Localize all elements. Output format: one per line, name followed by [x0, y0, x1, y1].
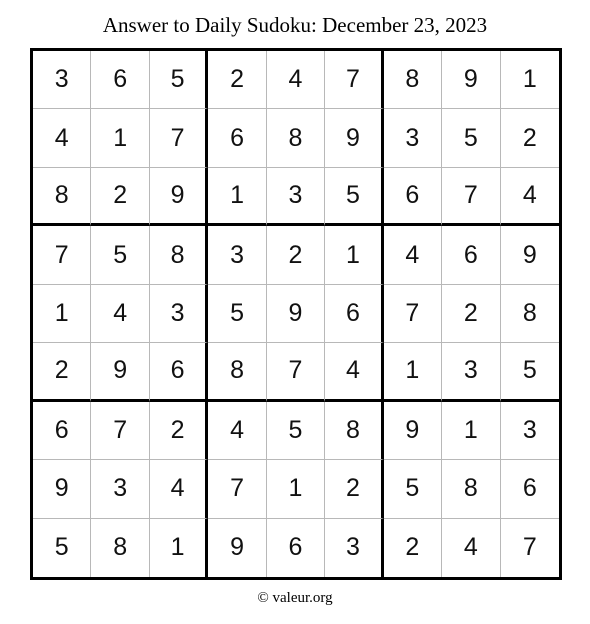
sudoku-cell-r2-c4: 6 — [208, 109, 266, 167]
sudoku-cell-r3-c7: 6 — [384, 168, 442, 226]
sudoku-cell-r2-c5: 8 — [267, 109, 325, 167]
sudoku-cell-r8-c3: 4 — [150, 460, 208, 518]
sudoku-cell-r5-c1: 1 — [33, 285, 91, 343]
sudoku-cell-r9-c7: 2 — [384, 519, 442, 577]
sudoku-cell-r9-c4: 9 — [208, 519, 266, 577]
sudoku-cell-r5-c4: 5 — [208, 285, 266, 343]
sudoku-cell-r4-c4: 3 — [208, 226, 266, 284]
sudoku-cell-r4-c6: 1 — [325, 226, 383, 284]
sudoku-cell-r9-c5: 6 — [267, 519, 325, 577]
sudoku-cell-r5-c9: 8 — [501, 285, 559, 343]
sudoku-cell-r9-c3: 1 — [150, 519, 208, 577]
sudoku-cell-r6-c4: 8 — [208, 343, 266, 401]
sudoku-cell-r7-c7: 9 — [384, 402, 442, 460]
sudoku-cell-r7-c9: 3 — [501, 402, 559, 460]
sudoku-cell-r2-c6: 9 — [325, 109, 383, 167]
sudoku-cell-r6-c6: 4 — [325, 343, 383, 401]
sudoku-cell-r6-c9: 5 — [501, 343, 559, 401]
sudoku-cell-r2-c1: 4 — [33, 109, 91, 167]
sudoku-cell-r5-c7: 7 — [384, 285, 442, 343]
sudoku-cell-r7-c4: 4 — [208, 402, 266, 460]
sudoku-cell-r8-c7: 5 — [384, 460, 442, 518]
sudoku-cell-r1-c8: 9 — [442, 51, 500, 109]
sudoku-cell-r8-c5: 1 — [267, 460, 325, 518]
sudoku-cell-r2-c2: 1 — [91, 109, 149, 167]
sudoku-cell-r6-c8: 3 — [442, 343, 500, 401]
sudoku-cell-r1-c3: 5 — [150, 51, 208, 109]
sudoku-cell-r7-c5: 5 — [267, 402, 325, 460]
sudoku-cell-r4-c3: 8 — [150, 226, 208, 284]
sudoku-cell-r1-c7: 8 — [384, 51, 442, 109]
sudoku-cell-r1-c2: 6 — [91, 51, 149, 109]
sudoku-cell-r3-c9: 4 — [501, 168, 559, 226]
sudoku-cell-r1-c5: 4 — [267, 51, 325, 109]
sudoku-cell-r8-c1: 9 — [33, 460, 91, 518]
sudoku-cell-r3-c4: 1 — [208, 168, 266, 226]
sudoku-cell-r5-c8: 2 — [442, 285, 500, 343]
sudoku-cell-r5-c3: 3 — [150, 285, 208, 343]
sudoku-cell-r4-c7: 4 — [384, 226, 442, 284]
sudoku-cell-r4-c1: 7 — [33, 226, 91, 284]
sudoku-cell-r5-c2: 4 — [91, 285, 149, 343]
sudoku-cell-r2-c7: 3 — [384, 109, 442, 167]
sudoku-cell-r4-c5: 2 — [267, 226, 325, 284]
copyright-footer: © valeur.org — [257, 590, 333, 606]
sudoku-cell-r3-c1: 8 — [33, 168, 91, 226]
sudoku-cell-r9-c8: 4 — [442, 519, 500, 577]
sudoku-cell-r7-c3: 2 — [150, 402, 208, 460]
sudoku-cell-r6-c3: 6 — [150, 343, 208, 401]
sudoku-cell-r8-c6: 2 — [325, 460, 383, 518]
sudoku-cell-r1-c1: 3 — [33, 51, 91, 109]
sudoku-cell-r7-c2: 7 — [91, 402, 149, 460]
sudoku-cell-r9-c9: 7 — [522, 533, 537, 562]
sudoku-cell-r6-c1: 2 — [33, 343, 91, 401]
sudoku-cell-r8-c4: 7 — [208, 460, 266, 518]
sudoku-cell-r7-c6: 8 — [325, 402, 383, 460]
sudoku-cell-r6-c5: 7 — [267, 343, 325, 401]
sudoku-cell-r1-c4: 2 — [208, 51, 266, 109]
sudoku-cell-r4-c9: 9 — [501, 226, 559, 284]
sudoku-grid — [30, 48, 562, 580]
sudoku-cell-r4-c8: 6 — [442, 226, 500, 284]
sudoku-cell-r6-c2: 9 — [91, 343, 149, 401]
sudoku-cell-r2-c9: 2 — [501, 109, 559, 167]
sudoku-cell-r8-c9: 6 — [501, 460, 559, 518]
sudoku-cell-r7-c8: 1 — [442, 402, 500, 460]
sudoku-cell-r4-c2: 5 — [91, 226, 149, 284]
sudoku-cell-r5-c5: 9 — [267, 285, 325, 343]
sudoku-cell-r9-c6: 3 — [325, 519, 383, 577]
sudoku-cell-r8-c2: 3 — [91, 460, 149, 518]
sudoku-cell-r3-c6: 5 — [325, 168, 383, 226]
sudoku-cell-r9-c2: 8 — [91, 519, 149, 577]
sudoku-cell-r3-c3: 9 — [150, 168, 208, 226]
sudoku-cell-r3-c5: 3 — [267, 168, 325, 226]
sudoku-cell-r5-c6: 6 — [325, 285, 383, 343]
page-title: Answer to Daily Sudoku: December 23, 2023 — [102, 13, 488, 37]
sudoku-cell-r1-c6: 7 — [325, 51, 383, 109]
sudoku-cell-r8-c8: 8 — [442, 460, 500, 518]
sudoku-cell-r6-c7: 1 — [384, 343, 442, 401]
sudoku-cell-r7-c1: 6 — [33, 402, 91, 460]
sudoku-cell-r3-c2: 2 — [91, 168, 149, 226]
sudoku-cell-r3-c8: 7 — [442, 168, 500, 226]
sudoku-cell-r2-c3: 7 — [150, 109, 208, 167]
sudoku-cell-r2-c8: 5 — [442, 109, 500, 167]
sudoku-cell-r1-c9: 1 — [501, 51, 559, 109]
sudoku-cell-r9-c1: 5 — [33, 519, 91, 577]
